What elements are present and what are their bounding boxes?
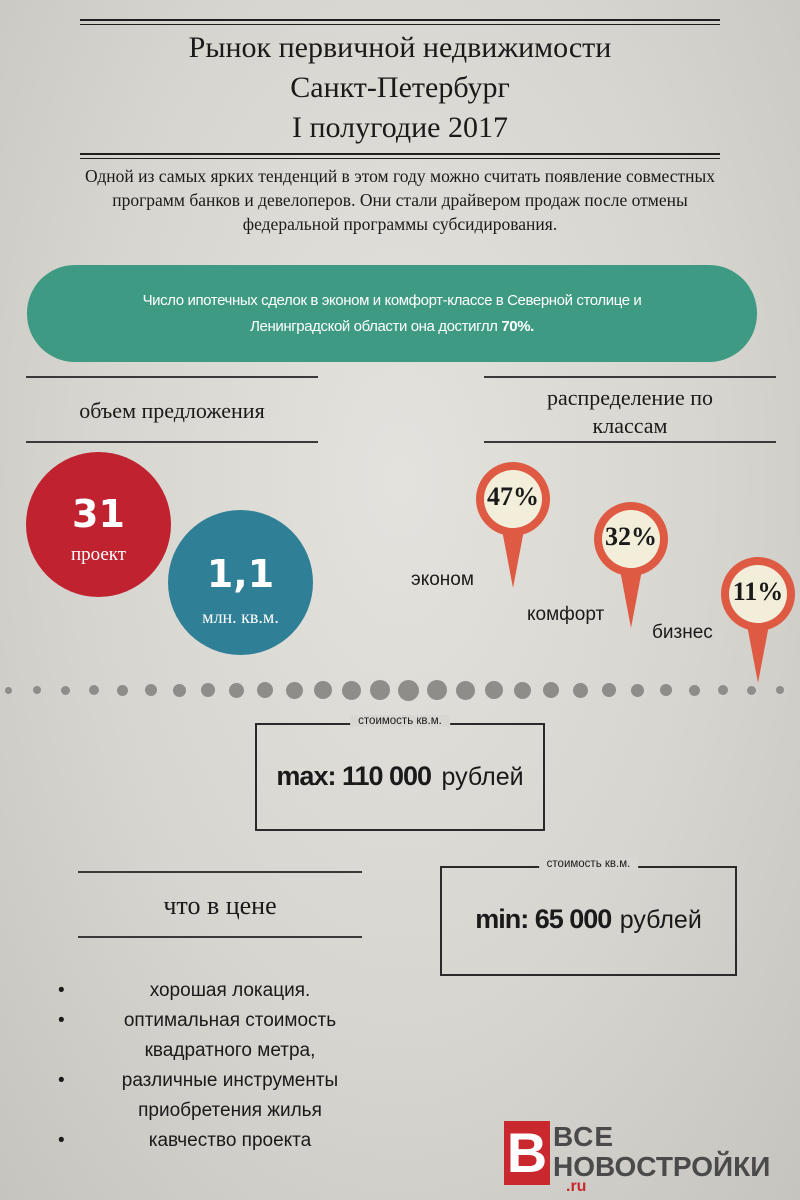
- logo-line-2: НОВОСТРОЙКИ: [553, 1151, 771, 1182]
- price-min-box: [440, 858, 737, 976]
- area-value: 1,1: [206, 552, 275, 596]
- price-max-value: max: 110 000: [276, 761, 432, 791]
- bullet-icon: •: [58, 1070, 65, 1091]
- supply-bottom-rule: [26, 441, 318, 443]
- logo-line-1: ВСЕ: [553, 1121, 615, 1152]
- comfort-percent: 32%: [605, 522, 657, 551]
- divider-dot: [33, 686, 41, 694]
- economy-pin-icon: [468, 460, 558, 590]
- divider-dot: [89, 685, 99, 695]
- divider-dot: [747, 686, 756, 695]
- price-max-unit: рублей: [441, 763, 524, 791]
- list-item: [50, 1126, 380, 1156]
- price-max-box: [255, 715, 545, 831]
- banner-line-1: Число ипотечных сделок в эконом и комфорт-классе в Северной столице и: [142, 291, 642, 309]
- business-label: бизнес: [652, 622, 713, 643]
- divider-dot: [718, 685, 728, 695]
- title-line-3: I полугодие 2017: [292, 111, 508, 144]
- title-bottom-rule-thin: [80, 158, 720, 159]
- distribution-label-line-1: распределение по: [546, 385, 714, 410]
- price-max-line: [257, 761, 543, 792]
- divider-dot: [229, 683, 244, 698]
- projects-circle: [26, 452, 171, 597]
- divider-dot: [61, 686, 70, 695]
- intro-line-1: Одной из самых ярких тенденций в этом году можно считать появление совместных: [84, 166, 716, 186]
- list-item: [50, 976, 380, 1006]
- projects-value: 31: [72, 492, 125, 536]
- distribution-label-line-2: классам: [592, 413, 668, 438]
- divider-dot: [117, 685, 128, 696]
- supply-top-rule: [26, 376, 318, 378]
- divider-dot: [689, 685, 700, 696]
- list-item-line: приобретения жилья: [138, 1100, 322, 1121]
- divider-dot: [543, 682, 559, 698]
- divider-dot: [314, 681, 332, 699]
- list-item: [50, 1066, 380, 1126]
- list-item-line: квадратного метра,: [144, 1040, 316, 1061]
- included-label: что в цене: [163, 891, 277, 920]
- bullet-icon: •: [58, 1130, 65, 1151]
- mortgage-banner: [27, 265, 757, 362]
- divider-dot: [456, 681, 475, 700]
- banner-line-2: [143, 314, 642, 340]
- divider-dot: [514, 682, 531, 699]
- included-bottom-rule: [78, 936, 362, 938]
- logo-letter: В: [506, 1121, 548, 1184]
- list-item-line: различные инструменты: [121, 1070, 339, 1091]
- list-item-line: кавчество проекта: [148, 1130, 312, 1151]
- supply-label: объем предложения: [79, 398, 265, 423]
- area-circle: [168, 510, 313, 655]
- divider-dot: [370, 680, 390, 700]
- list-item-line: оптимальная стоимость: [123, 1010, 337, 1031]
- economy-label: эконом: [411, 569, 474, 590]
- price-min-value: min: 65 000: [475, 904, 612, 934]
- price-min-line: [442, 904, 735, 935]
- title-line-1: Рынок первичной недвижимости: [188, 31, 612, 64]
- title-bottom-rule: [80, 153, 720, 155]
- title-line-2: Санкт-Петербург: [290, 71, 510, 104]
- projects-unit: проект: [70, 544, 127, 565]
- divider-dot: [173, 684, 186, 697]
- business-percent: 11%: [732, 577, 784, 606]
- price-min-unit: рублей: [619, 906, 702, 934]
- intro-line-3: федеральной программы субсидирования.: [242, 214, 558, 234]
- divider-dot: [342, 681, 361, 700]
- list-item: [50, 1006, 380, 1066]
- comfort-label: комфорт: [527, 604, 605, 625]
- price-min-caption: стоимость кв.м.: [539, 858, 639, 870]
- divider-dot: [145, 684, 157, 696]
- bullet-icon: •: [58, 980, 65, 1001]
- price-max-caption: стоимость кв.м.: [350, 715, 450, 727]
- dotted-divider: [0, 690, 800, 691]
- divider-dot: [5, 687, 12, 694]
- logo-mark: [504, 1121, 550, 1185]
- distribution-label: [484, 384, 776, 440]
- list-item-line: хорошая локация.: [149, 980, 311, 1001]
- intro-text: [0, 164, 800, 236]
- distribution-top-rule: [484, 376, 776, 378]
- business-pin-icon: [713, 555, 800, 685]
- logo-suffix: .ru: [566, 1178, 587, 1195]
- divider-dot: [602, 683, 616, 697]
- divider-dot: [398, 680, 419, 701]
- divider-dot: [201, 683, 215, 697]
- area-unit: млн. кв.м.: [202, 607, 279, 627]
- distribution-bottom-rule: [484, 441, 776, 443]
- title-top-rule-thin: [80, 24, 720, 25]
- divider-dot: [631, 684, 644, 697]
- divider-dot: [286, 682, 303, 699]
- title-top-rule: [80, 19, 720, 21]
- page-title: [80, 28, 720, 148]
- economy-percent: 47%: [487, 482, 539, 511]
- banner-line-2-text: Ленинградской области она достиглл: [250, 317, 502, 335]
- banner-percent: 70%.: [501, 317, 534, 335]
- intro-line-2: программ банков и девелоперов. Они стали драйвером продаж после отмены: [112, 190, 688, 210]
- divider-dot: [573, 683, 588, 698]
- bullet-icon: •: [58, 1010, 65, 1031]
- divider-dot: [257, 682, 273, 698]
- divider-dot: [427, 680, 447, 700]
- divider-dot: [660, 684, 672, 696]
- divider-dot: [776, 686, 784, 694]
- included-list: [50, 976, 380, 1156]
- divider-dot: [485, 681, 503, 699]
- included-top-rule: [78, 871, 362, 873]
